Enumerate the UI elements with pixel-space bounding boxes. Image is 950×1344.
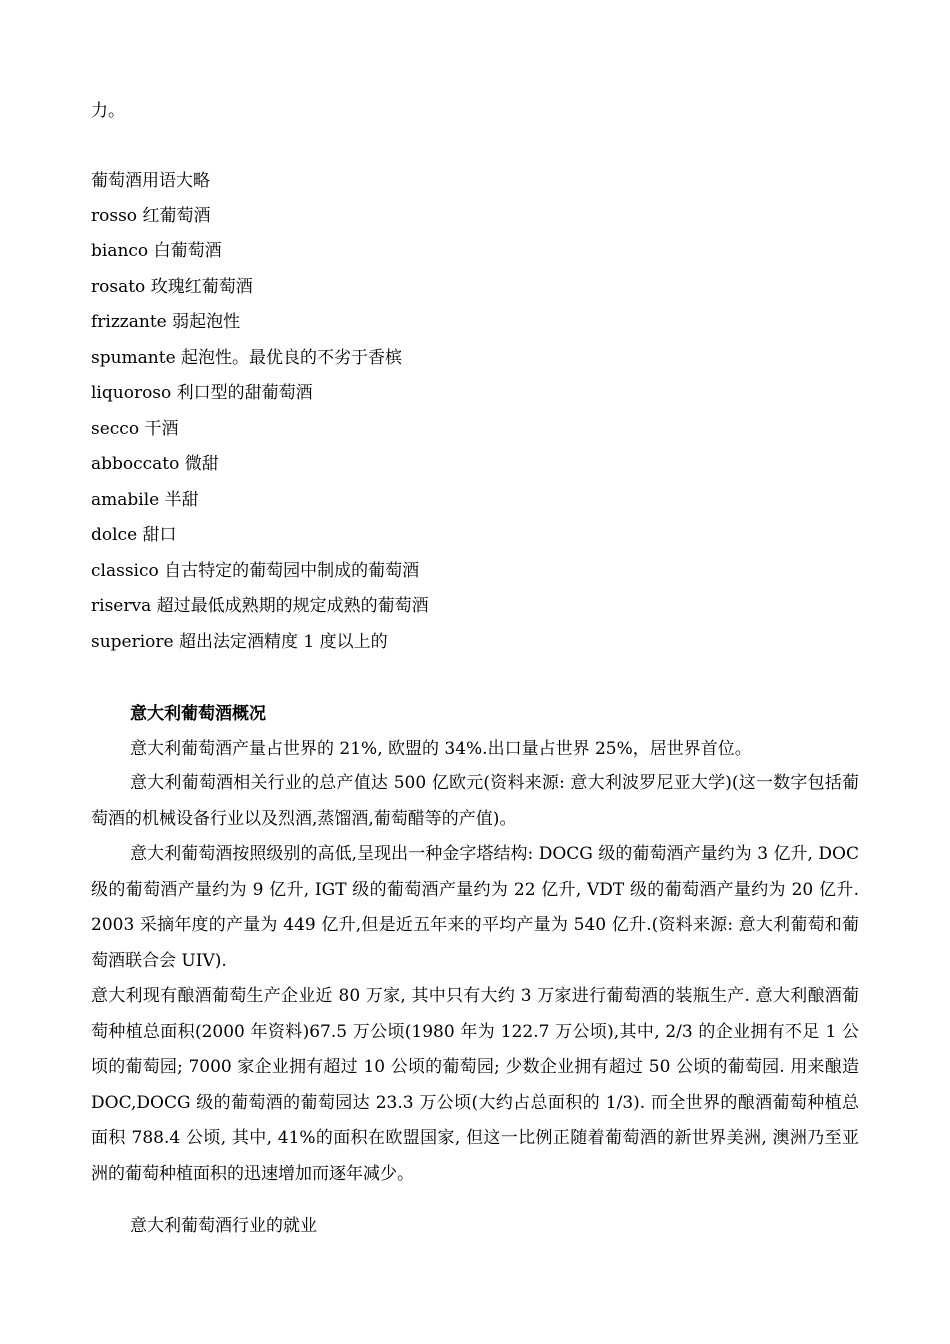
glossary-item: dolce 甜口 (91, 525, 177, 545)
glossary-item: bianco 白葡萄酒 (91, 241, 222, 261)
overview-paragraph-3: 意大利葡萄酒按照级别的高低,呈现出一种金字塔结构: DOCG 级的葡萄酒产量约为 3 亿升, DOC 级的葡萄酒产量约为 9 亿升, IGT 级的葡萄酒产量约为 22 亿升, VDT 级的葡萄酒产量约为 20 亿升. 2003 采摘年度的产量为 449 亿升,但是近五年来的平均产量为 540 亿升.(资料来源: 意大利葡萄和葡萄酒联合会 UIV). (91, 844, 859, 971)
glossary-item: riserva 超过最低成熟期的规定成熟的葡萄酒 (91, 596, 429, 616)
overview-paragraph-2: 意大利葡萄酒相关行业的总产值达 500 亿欧元(资料来源: 意大利波罗尼亚大学)(这一数字包括葡萄酒的机械设备行业以及烈酒,蒸馏酒,葡萄醋等的产值)。 (91, 773, 859, 829)
glossary-item: secco 干酒 (91, 419, 179, 439)
section-heading: 意大利葡萄酒概况 (130, 704, 266, 724)
top-fragment: 力。 (91, 101, 125, 121)
glossary-item: frizzante 弱起泡性 (91, 312, 241, 332)
glossary-item: rosso 红葡萄酒 (91, 206, 211, 226)
overview-paragraph-1: 意大利葡萄酒产量占世界的 21%, 欧盟的 34%.出口量占世界 25%，居世界首位。 (130, 739, 752, 759)
glossary-item: abboccato 微甜 (91, 454, 219, 474)
overview-paragraph-4: 意大利现有酿酒葡萄生产企业近 80 万家, 其中只有大约 3 万家进行葡萄酒的装瓶生产. 意大利酿酒葡萄种植总面积(2000 年资料)67.5 万公顷(1980 年为 122.7 万公顷),其中, 2/3 的企业拥有不足 1 公顷的葡萄园; 7000 家企业拥有超过 10 公顷的葡萄园; 少数企业拥有超过 50 公顷的葡萄园. 用来酿造 DOC,DOCG 级的葡萄酒的葡萄园达 23.3 万公顷(大约占总面积的 1/3). 而全世界的酿酒葡萄种植总面积 788.4 公顷, 其中, 41%的面积在欧盟国家, 但这一比例正随着葡萄酒的新世界美洲, 澳洲乃至亚洲的葡萄种植面积的迅速增加而逐年减少。 (91, 986, 859, 1184)
glossary-item: rosato 玫瑰红葡萄酒 (91, 277, 253, 297)
glossary-item: amabile 半甜 (91, 490, 199, 510)
glossary-title: 葡萄酒用语大略 (91, 171, 210, 191)
glossary-item: liquoroso 利口型的甜葡萄酒 (91, 383, 313, 403)
glossary-item: superiore 超出法定酒精度 1 度以上的 (91, 632, 388, 652)
overview-paragraph-5: 意大利葡萄酒行业的就业 (130, 1216, 317, 1236)
glossary-item: classico 自古特定的葡萄园中制成的葡萄酒 (91, 561, 420, 581)
glossary-item: spumante 起泡性。最优良的不劣于香槟 (91, 348, 403, 368)
